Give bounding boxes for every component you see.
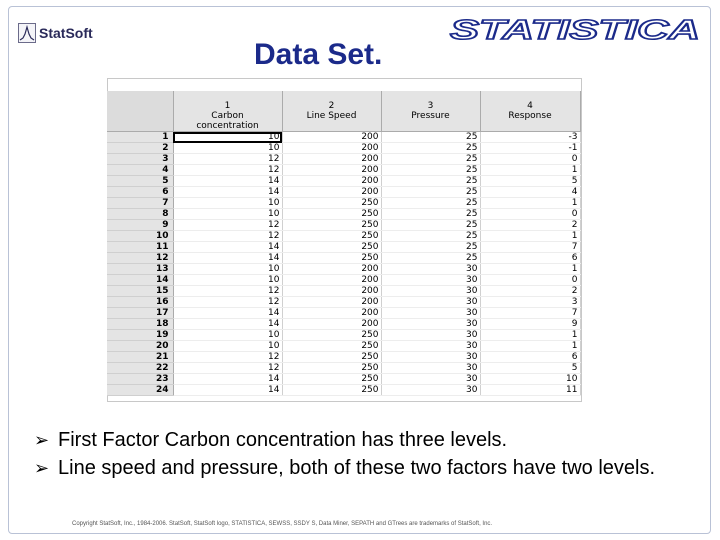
row-number[interactable]: 8 <box>107 209 173 220</box>
table-cell[interactable]: 25 <box>381 165 480 176</box>
table-cell[interactable]: 14 <box>173 319 282 330</box>
row-number[interactable]: 14 <box>107 275 173 286</box>
table-cell[interactable]: 25 <box>381 242 480 253</box>
table-cell[interactable]: 200 <box>282 264 381 275</box>
table-cell[interactable]: 6 <box>480 253 580 264</box>
table-cell[interactable]: 14 <box>173 308 282 319</box>
table-cell[interactable]: 200 <box>282 132 381 143</box>
table-cell[interactable]: 250 <box>282 253 381 264</box>
table-cell[interactable]: 10 <box>173 143 282 154</box>
column-number: 1 <box>224 101 231 111</box>
column-name: Response <box>508 111 552 121</box>
table-row <box>107 242 580 253</box>
table-row <box>107 165 580 176</box>
table-cell[interactable]: 0 <box>480 275 580 286</box>
row-number[interactable]: 20 <box>107 341 173 352</box>
table-cell[interactable]: 30 <box>381 286 480 297</box>
table-cell[interactable]: 30 <box>381 275 480 286</box>
table-cell[interactable]: 200 <box>282 286 381 297</box>
table-row <box>107 330 580 341</box>
table-cell[interactable]: 25 <box>381 143 480 154</box>
table-cell[interactable]: 14 <box>173 374 282 385</box>
table-row <box>107 187 580 198</box>
row-number[interactable]: 6 <box>107 187 173 198</box>
table-cell[interactable]: 25 <box>381 209 480 220</box>
table-cell[interactable]: 200 <box>282 154 381 165</box>
row-number[interactable]: 7 <box>107 198 173 209</box>
statsoft-logo-text: StatSoft <box>39 25 93 41</box>
table-cell[interactable]: 10 <box>173 275 282 286</box>
table-cell[interactable]: 30 <box>381 297 480 308</box>
table-row <box>107 341 580 352</box>
table-cell[interactable]: 1 <box>480 231 580 242</box>
table-row <box>107 286 580 297</box>
table-row <box>107 374 580 385</box>
table-cell[interactable]: 10 <box>173 198 282 209</box>
column-header-4[interactable] <box>480 91 580 132</box>
table-cell[interactable]: 7 <box>480 308 580 319</box>
column-header-1[interactable] <box>173 91 282 132</box>
table-cell[interactable]: 200 <box>282 308 381 319</box>
row-number[interactable]: 2 <box>107 143 173 154</box>
row-number[interactable]: 22 <box>107 363 173 374</box>
table-cell[interactable]: 0 <box>480 209 580 220</box>
table-cell[interactable]: 5 <box>480 363 580 374</box>
row-number[interactable]: 10 <box>107 231 173 242</box>
row-number[interactable]: 16 <box>107 297 173 308</box>
table-cell[interactable]: 30 <box>381 385 480 396</box>
table-cell[interactable]: 200 <box>282 187 381 198</box>
table-cell[interactable]: 25 <box>381 220 480 231</box>
row-number[interactable]: 1 <box>107 132 173 143</box>
table-cell[interactable]: 4 <box>480 187 580 198</box>
table-cell[interactable]: 30 <box>381 352 480 363</box>
table-row <box>107 231 580 242</box>
table-cell[interactable]: 10 <box>173 264 282 275</box>
table-cell[interactable]: 12 <box>173 231 282 242</box>
row-number[interactable]: 5 <box>107 176 173 187</box>
table-cell[interactable]: 25 <box>381 132 480 143</box>
table-cell[interactable]: 25 <box>381 154 480 165</box>
table-cell[interactable]: 30 <box>381 341 480 352</box>
table-cell[interactable]: 10 <box>173 341 282 352</box>
statsoft-logo <box>18 20 93 46</box>
table-cell[interactable]: 250 <box>282 198 381 209</box>
table-row <box>107 253 580 264</box>
bullet-list <box>34 426 684 482</box>
table-cell[interactable]: 250 <box>282 374 381 385</box>
column-number: 4 <box>527 101 533 111</box>
table-cell[interactable]: 1 <box>480 264 580 275</box>
table-cell[interactable]: 30 <box>381 308 480 319</box>
table-header-row <box>107 91 580 132</box>
row-number[interactable]: 23 <box>107 374 173 385</box>
column-header-2[interactable] <box>282 91 381 132</box>
table-row <box>107 198 580 209</box>
table-cell[interactable]: 1 <box>480 165 580 176</box>
statistica-logo <box>446 14 704 44</box>
table-cell[interactable]: 12 <box>173 220 282 231</box>
table-cell[interactable]: 14 <box>173 242 282 253</box>
table-cell[interactable]: 9 <box>480 319 580 330</box>
table-row <box>107 297 580 308</box>
table-cell[interactable]: 7 <box>480 242 580 253</box>
arrow-bullet-icon: ➢ <box>34 430 50 450</box>
table-cell[interactable]: 10 <box>480 374 580 385</box>
row-number[interactable]: 21 <box>107 352 173 363</box>
bullet-text: First Factor Carbon concentration has three levels. <box>58 429 508 451</box>
statsoft-chart-icon <box>18 23 36 43</box>
column-name: Pressure <box>411 111 450 121</box>
table-row <box>107 209 580 220</box>
table-cell[interactable]: 200 <box>282 297 381 308</box>
table-cell[interactable]: 12 <box>173 352 282 363</box>
bullet-item <box>34 454 684 482</box>
table-cell[interactable]: 25 <box>381 187 480 198</box>
column-number: 3 <box>427 101 434 111</box>
table-cell[interactable]: 5 <box>480 176 580 187</box>
table-cell[interactable]: 14 <box>173 176 282 187</box>
bullet-text: Line speed and pressure, both of these two factors have two levels. <box>58 457 656 479</box>
row-number[interactable]: 12 <box>107 253 173 264</box>
row-number[interactable]: 3 <box>107 154 173 165</box>
table-cell[interactable]: 200 <box>282 319 381 330</box>
row-number[interactable]: 24 <box>107 385 173 396</box>
table-cell[interactable]: 10 <box>173 330 282 341</box>
table-cell[interactable]: 30 <box>381 319 480 330</box>
column-name: Carbon <box>211 111 244 121</box>
page-title: Data Set. <box>254 38 383 71</box>
row-number[interactable]: 19 <box>107 330 173 341</box>
table-cell[interactable]: 250 <box>282 209 381 220</box>
table-row <box>107 264 580 275</box>
table-cell[interactable]: -1 <box>480 143 580 154</box>
table-cell[interactable]: 30 <box>381 363 480 374</box>
table-cell[interactable]: -3 <box>480 132 580 143</box>
table-cell[interactable]: 200 <box>282 165 381 176</box>
table-cell[interactable]: 250 <box>282 363 381 374</box>
table-cell[interactable]: 200 <box>282 143 381 154</box>
table-cell[interactable]: 10 <box>173 209 282 220</box>
table-corner-cell <box>107 91 173 132</box>
row-number[interactable]: 4 <box>107 165 173 176</box>
table-cell[interactable]: 30 <box>381 264 480 275</box>
data-table <box>107 91 581 396</box>
row-number[interactable]: 13 <box>107 264 173 275</box>
bullet-item <box>34 426 684 454</box>
column-number: 2 <box>328 101 335 111</box>
table-cell[interactable]: 250 <box>282 341 381 352</box>
table-row <box>107 319 580 330</box>
table-cell[interactable]: 250 <box>282 220 381 231</box>
table-cell[interactable]: 14 <box>173 253 282 264</box>
table-cell[interactable]: 30 <box>381 330 480 341</box>
table-cell[interactable]: 12 <box>173 363 282 374</box>
table-cell[interactable]: 250 <box>282 385 381 396</box>
column-name-line2 <box>283 121 381 131</box>
table-row <box>107 275 580 286</box>
table-row <box>107 363 580 374</box>
table-row <box>107 132 580 143</box>
table-cell[interactable]: 25 <box>381 198 480 209</box>
table-cell[interactable]: 1 <box>480 341 580 352</box>
table-cell[interactable]: 250 <box>282 352 381 363</box>
table-cell[interactable]: 25 <box>381 253 480 264</box>
table-cell[interactable]: 200 <box>282 176 381 187</box>
row-number[interactable]: 9 <box>107 220 173 231</box>
table-cell[interactable]: 250 <box>282 242 381 253</box>
table-cell[interactable]: 1 <box>480 198 580 209</box>
table-row <box>107 352 580 363</box>
table-cell[interactable]: 250 <box>282 330 381 341</box>
row-number[interactable]: 11 <box>107 242 173 253</box>
column-name-line2 <box>382 121 480 131</box>
row-number[interactable]: 15 <box>107 286 173 297</box>
row-number[interactable]: 17 <box>107 308 173 319</box>
table-cell[interactable]: 12 <box>173 165 282 176</box>
table-cell[interactable]: 12 <box>173 154 282 165</box>
statistica-logo-text: STATISTICA <box>450 14 700 44</box>
table-cell[interactable]: 0 <box>480 154 580 165</box>
table-cell[interactable]: 25 <box>381 176 480 187</box>
table-cell[interactable]: 30 <box>381 374 480 385</box>
table-row <box>107 143 580 154</box>
table-cell[interactable]: 6 <box>480 352 580 363</box>
table-cell[interactable]: 1 <box>480 330 580 341</box>
table-cell[interactable]: 14 <box>173 187 282 198</box>
column-header-3[interactable] <box>381 91 480 132</box>
copyright-footer: Copyright StatSoft, Inc., 1984-2006. StatSoft, StatSoft logo, STATISTICA, SEWSS, SSDY S, Data Miner, SEPATH and GTrees are trademarks of StatSoft, Inc. <box>72 521 493 527</box>
table-cell[interactable]: 2 <box>480 220 580 231</box>
column-name-line2: concentration <box>196 121 259 131</box>
arrow-bullet-icon: ➢ <box>34 458 50 478</box>
table-cell[interactable]: 12 <box>173 286 282 297</box>
column-name-line2 <box>481 121 580 131</box>
table-cell[interactable]: 12 <box>173 297 282 308</box>
table-cell[interactable]: 200 <box>282 275 381 286</box>
table-row <box>107 154 580 165</box>
table-cell[interactable]: 3 <box>480 297 580 308</box>
table-cell[interactable]: 2 <box>480 286 580 297</box>
table-row <box>107 385 580 396</box>
table-cell[interactable]: 250 <box>282 231 381 242</box>
table-cell[interactable]: 10 <box>173 132 282 143</box>
table-row <box>107 176 580 187</box>
table-cell[interactable]: 14 <box>173 385 282 396</box>
row-number[interactable]: 18 <box>107 319 173 330</box>
column-name: Line Speed <box>306 111 357 121</box>
table-row <box>107 220 580 231</box>
table-cell[interactable]: 25 <box>381 231 480 242</box>
table-row <box>107 308 580 319</box>
table-cell[interactable]: 11 <box>480 385 580 396</box>
